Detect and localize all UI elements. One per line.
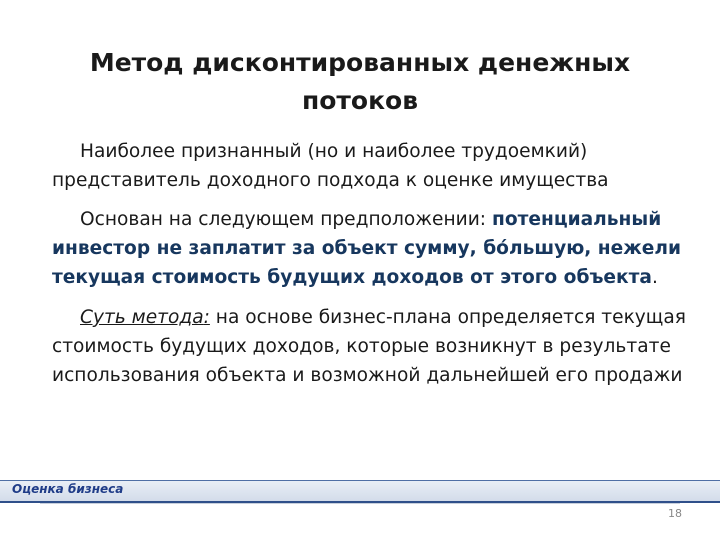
footer-label: Оценка бизнеса <box>12 482 124 496</box>
paragraph-2-emphasis: потенциальный инвестор не заплатит за объект сумму, бóльшую, нежели текущая стоимость будущих доходов от этого объекта <box>52 209 682 288</box>
page-number: 18 <box>668 507 682 520</box>
paragraph-2-lead: Основан на следующем предположении: <box>80 209 492 230</box>
slide-title <box>70 44 650 120</box>
method-essence-term: Суть метода <box>80 307 204 328</box>
paragraph-2 <box>52 205 692 292</box>
paragraph-3 <box>52 303 692 390</box>
footer-divider <box>40 503 680 504</box>
paragraph-1: Наиболее признанный (но и наиболее трудоемкий) представитель доходного подхода к оценке имущества <box>52 141 609 191</box>
title-line-2: потоков <box>301 86 419 115</box>
title-line-1: Метод дисконтированных денежных <box>89 48 631 77</box>
method-essence-colon: : <box>203 307 210 328</box>
paragraph-2-end: . <box>651 267 658 288</box>
paragraph-3-body: на основе бизнес-плана определяется текущая стоимость будущих доходов, которые возникнут в результате использования объекта и возможной дальнейшей его продажи <box>52 307 686 386</box>
